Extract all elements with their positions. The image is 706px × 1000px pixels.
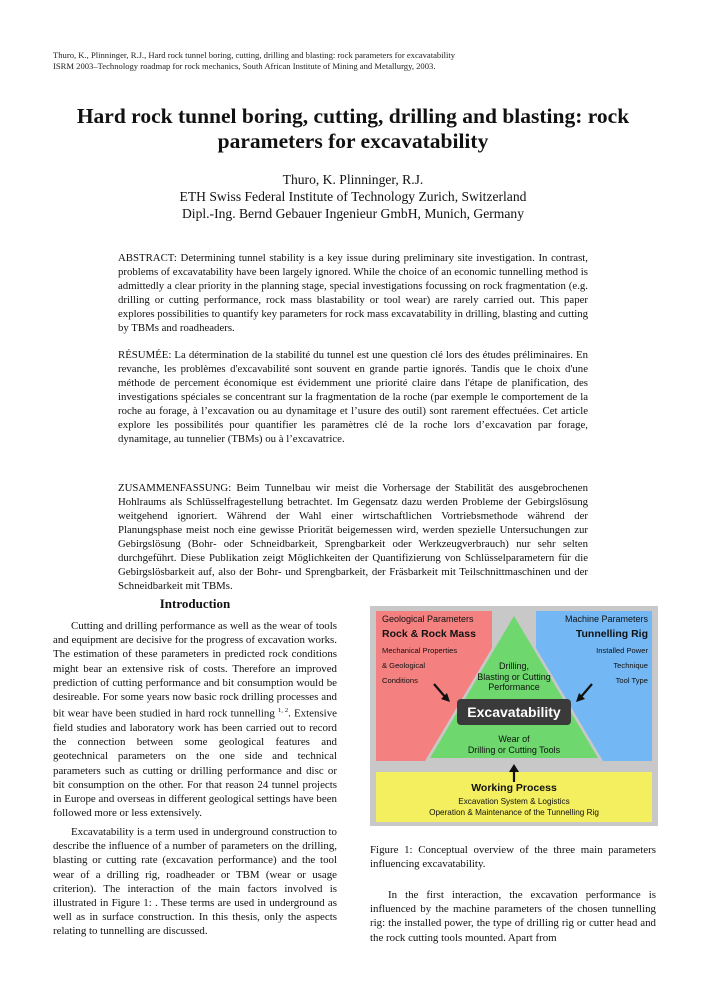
abstract-german: ZUSAMMENFASSUNG: Beim Tunnelbau wir meist die Vorhersage der Stabilität des ausgebrochenen Hohlraums als Schlüsselfragestellung betrachtet. Im Gegensatz dazu werden Probleme der Gebirgslösung weitgehend ignoriert. Während der Wahl einer wirtschaftlichen Vortriebsmethode während der Planungsphase meist noch eine gewisse Priorität beigemessen wird, werden spezielle Untersuchungen zur Gebirgslösung (Bohr- oder Schneidbarkeit, Sprengbarkeit oder Werkzeugverbrauch) nur sehr selten durchgeführt. Diese Publikation zeigt Möglichkeiten der Quantifizierung von Schlüsselparametern für die Gebirgslösbarkeit auf, also der Bohr- und Sprengbarkeit, der Fräsbarkeit mit Teilschnittmaschinen und der Schneidbarkeit mit TBMs. — [118, 482, 588, 592]
geo-params-list — [382, 643, 457, 688]
figure-caption: Figure 1: Conceptual overview of the three main parameters influencing excavatability. — [370, 844, 656, 871]
intro-paragraph-2: Excavatability is a term used in underground construction to describe the influence of a number of parameters on the drilling, blasting or cutting rate (excavation performance) and the tool wear of a drilling rig, roadheader or TBM (wear or usage criterion). The interaction of the main factors involved is illustrated in Figure 1: . These terms are used in underground as well as in surface construction. In this thesis, only the aspects relating to tunnelling are discussed. — [53, 826, 337, 938]
machine-params-title: Tunnelling Rig — [575, 628, 648, 640]
geo-params-title: Rock & Rock Mass — [382, 628, 476, 640]
affiliation-1: ETH Swiss Federal Institute of Technology Zurich, Switzerland — [179, 189, 527, 204]
paper-title: Hard rock tunnel boring, cutting, drilling and blasting: rock parameters for excavatability — [76, 104, 630, 153]
performance-line: Blasting or Cutting — [477, 671, 551, 682]
working-process-list — [376, 796, 652, 818]
performance-line: Drilling, — [498, 661, 529, 671]
machine-param-item: Installed Power — [596, 646, 648, 655]
page-header — [53, 50, 455, 72]
machine-params-heading: Machine Parameters — [564, 614, 648, 624]
section-heading-introduction: Introduction — [159, 596, 231, 611]
abstract-english: ABSTRACT: Determining tunnel stability is a key issue during preliminary site investigation. In contrast, problems of excavatability have been largely ignored. While the choice of an economic tunnelling method is admittedly a clear priority in the planning stage, special investigations focussing on rock fragmentation (e.g. drilling or cutting performance, rock mass blastability or tool wear) are rarely carried out. This paper explores possibilities to quantify key parameters for rock mass excavatability in drilling, blasting and cutting by TBMs and roadheaders. — [118, 252, 588, 334]
machine-param-item: Technique — [613, 661, 648, 670]
author-names: Thuro, K. Plinninger, R.J. — [282, 172, 424, 187]
figure-excavatability-diagram — [370, 606, 658, 826]
intro-paragraph-1-part-b: . Extensive field studies and laboratory work has been carried out to record the connection between some geological features and geotechnical parameters on the one side and technical parameters such as cutting or drilling performance and disc or bit consumption on the other. For that reason 24 tunnel projects in Europe and overseas in different geological settings have been followed more or less extensively. — [53, 707, 337, 820]
tool-wear-line: Drilling or Cutting Tools — [467, 744, 561, 755]
geo-param-item: Mechanical Properties — [382, 646, 458, 655]
geo-params-heading: Geological Parameters — [382, 614, 474, 624]
tool-wear-line: Wear of — [498, 734, 530, 744]
machine-param-item: Tool Type — [615, 676, 648, 685]
header-citation: Thuro, K., Plinninger, R.J., Hard rock tunnel boring, cutting, drilling and blasting: rock parameters for excavatability — [53, 50, 456, 60]
machine-params-list — [596, 643, 648, 688]
citation-superscript: 1, 2 — [277, 707, 289, 715]
working-process-item: Excavation System & Logistics — [458, 797, 570, 806]
abstract-french: RÉSUMÉE: La détermination de la stabilité du tunnel est une question clé lors des études préliminaires. En revanche, les problèmes d'excavabilité sont souvent en grande partie ignorés. Tandis que le choix d'une méthode de percement économique est évidemment une priorité claire dans l'étape de planification, des investigations spéciales se concentrant sur la fragmentation de la roche (par exemple le comportement de la roche au forage, à l’excavation ou au dynamitage et l’usure des outil) sont rarement effectuées. Cet article explore les possibilités pour quantifier les paramètres clé de la roche lors d’excavation par forage, dynamitage, au tunnelier (TBMs) ou à l’excavatrice. — [118, 349, 588, 445]
intro-paragraph-1 — [53, 619, 337, 820]
working-process-item: Operation & Maintenance of the Tunnelling Rig — [429, 808, 599, 817]
working-process-title: Working Process — [471, 782, 557, 794]
performance-label — [454, 661, 574, 693]
header-conference: ISRM 2003–Technology roadmap for rock mechanics, South African Institute of Mining and Metallurgy, 2003. — [53, 61, 436, 71]
performance-line: Performance — [488, 682, 540, 692]
tool-wear-label — [444, 734, 584, 755]
intro-paragraph-3: In the first interaction, the excavation performance is influenced by the machine parameters of the chosen tunnelling rig: the installed power, the type of drilling rig or cutter head and the rock cutting tools mounted. Apart from — [370, 889, 656, 944]
author-block — [40, 171, 666, 222]
excavatability-box: Excavatability — [457, 699, 571, 725]
affiliation-2: Dipl.-Ing. Bernd Gebauer Ingenieur GmbH, Munich, Germany — [181, 206, 524, 221]
geo-param-item: & Geological — [382, 661, 426, 670]
intro-paragraph-1-part-a: Cutting and drilling performance as well as the wear of tools and equipment are decisive for the progress of excavation works. The estimation of these parameters in predicted rock conditions might bear an extensive risk of costs. Therefore an improved prediction of cutting performance and bit consumption would be desireable. For some years now basic rock drilling processes and bit wear have been studied in hard rock tunnelling — [53, 620, 337, 720]
geo-param-item: Conditions — [382, 676, 418, 685]
